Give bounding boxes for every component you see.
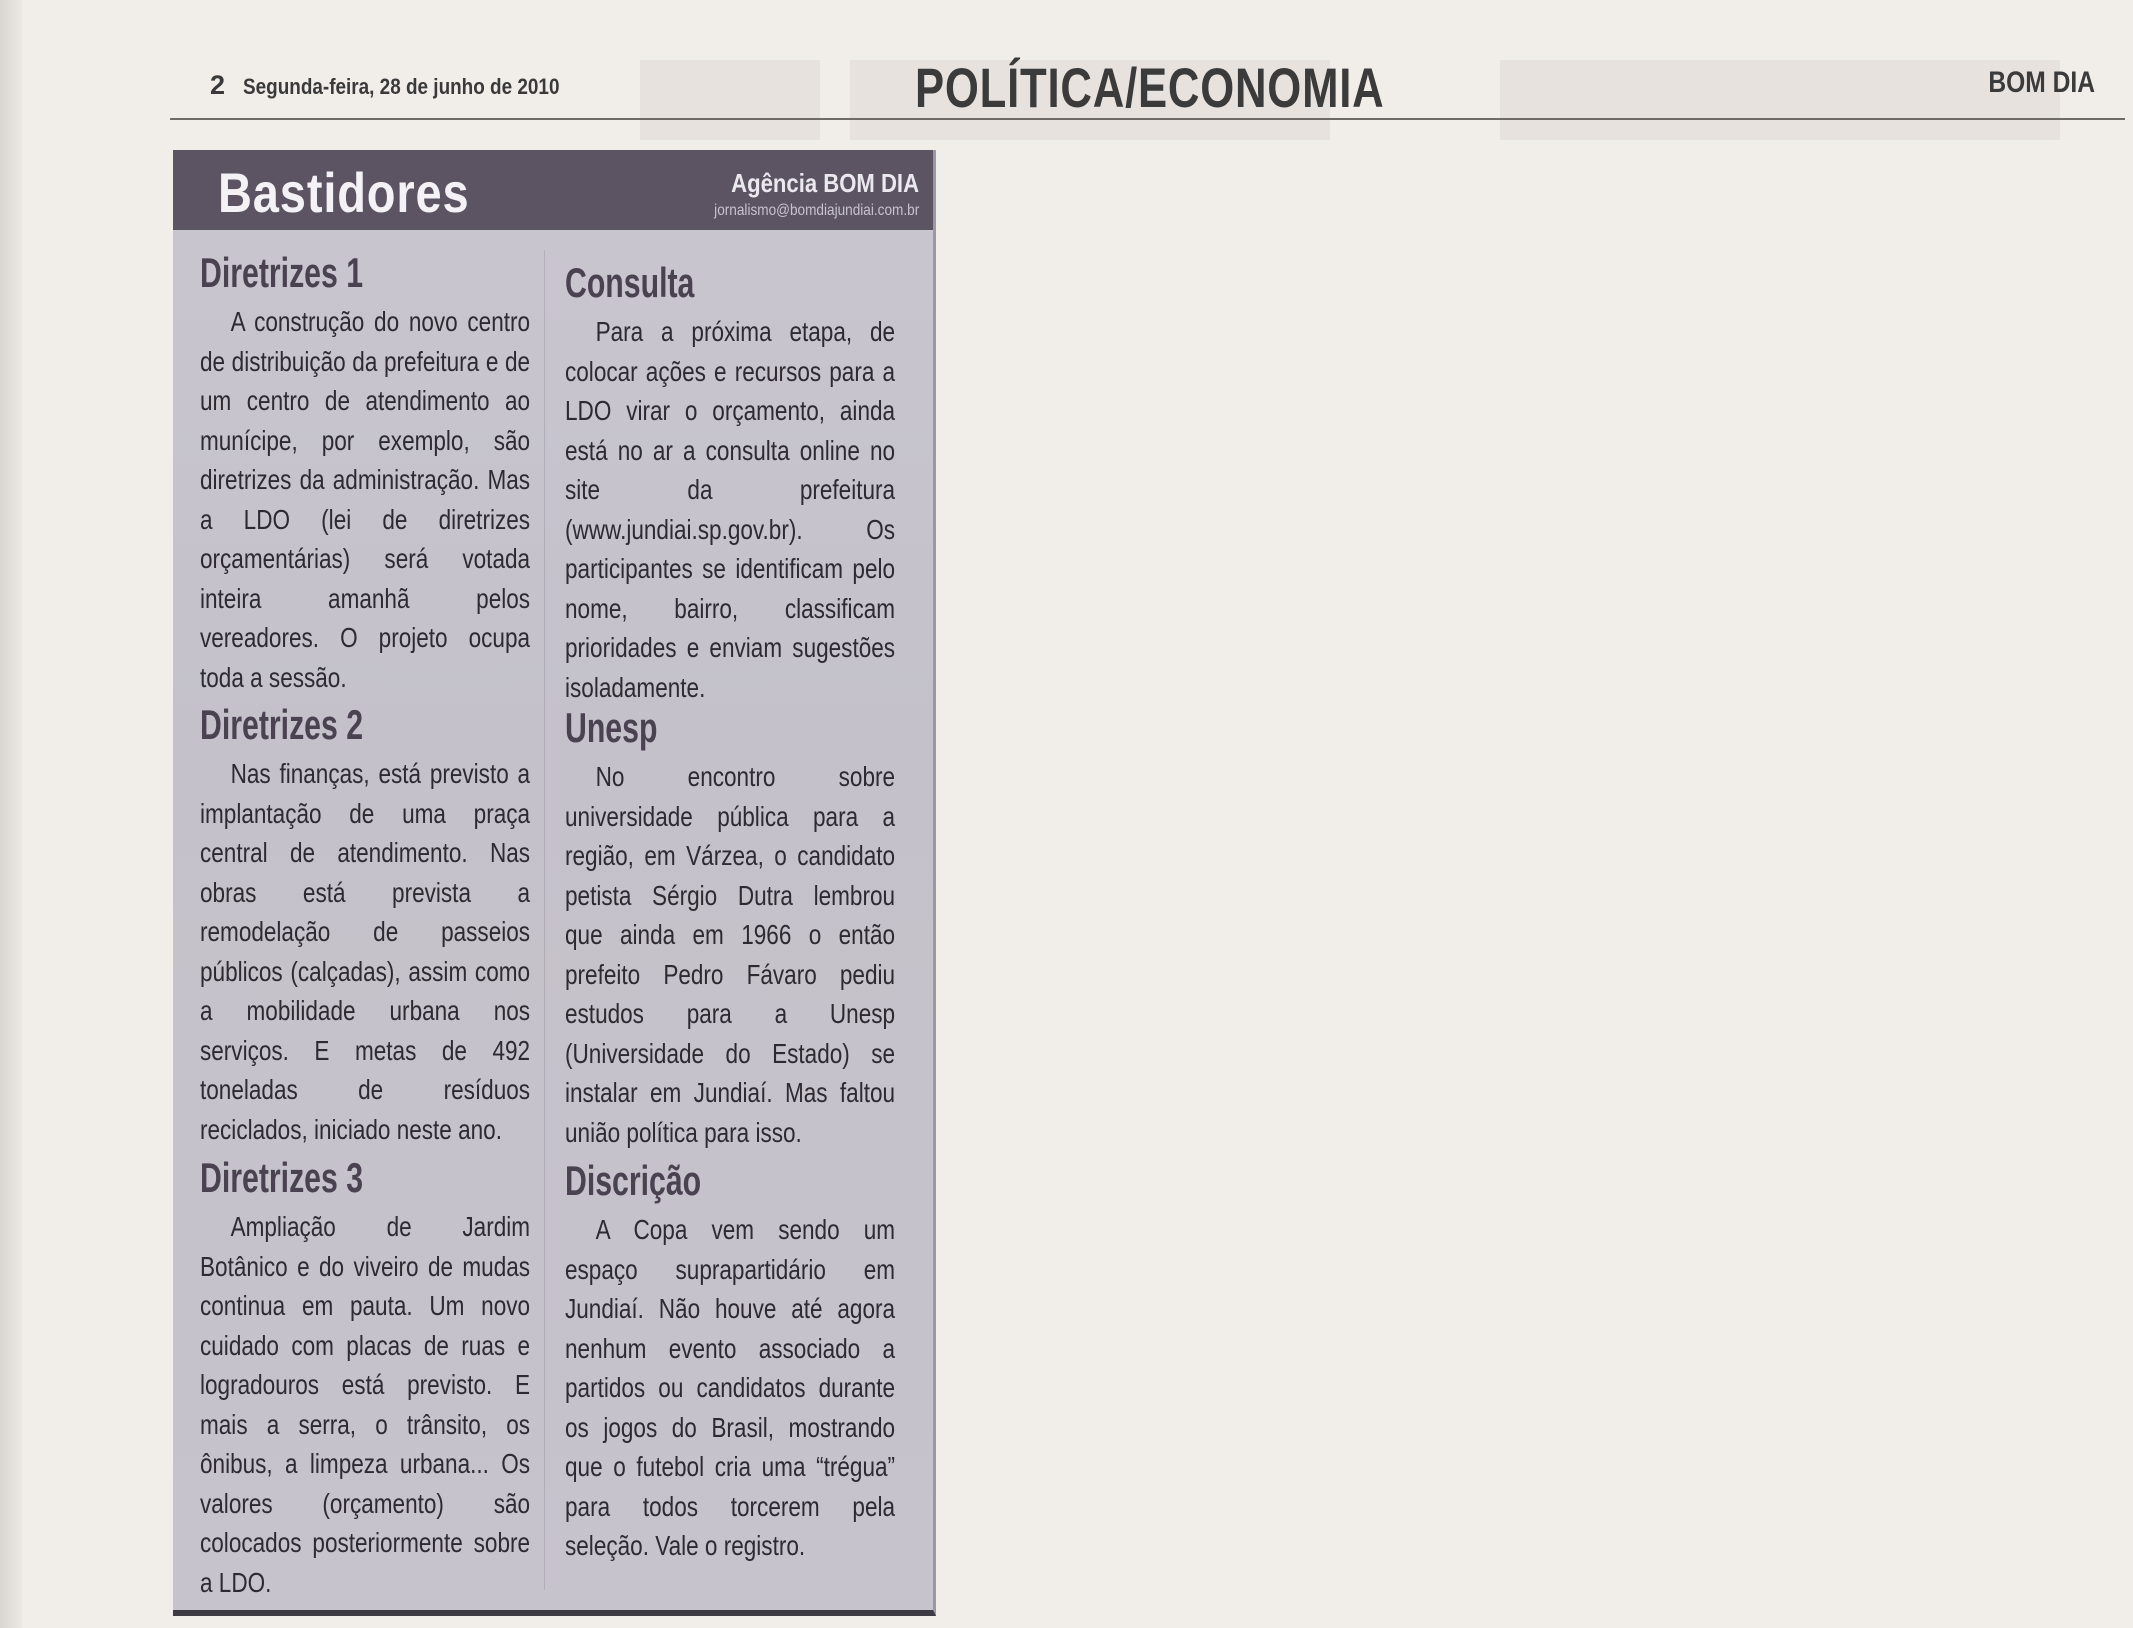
header-left [210, 70, 611, 101]
page-header [170, 52, 2125, 120]
page-number: 2 [210, 70, 226, 100]
page-edge [0, 0, 22, 1628]
column-title: Bastidores [218, 161, 470, 224]
newspaper-name: BOM DIA [1988, 66, 2095, 99]
note-body: Para a próxima etapa, de colocar ações e recursos para a LDO virar o orçamento, ainda está no ar a consulta online no site da prefeitura (www.jundiai.sp.gov.br). Os participantes se identificam pelo nome, bairro, classificam prioridades e enviam sugestões isoladamente. [565, 316, 896, 703]
note-discricao [565, 1158, 895, 1566]
section-title: POLÍTICA/ECONOMIA [915, 56, 1385, 119]
note-heading: Diretrizes 1 [200, 249, 364, 296]
note-heading: Diretrizes 3 [200, 1154, 364, 1201]
note-diretrizes-1 [200, 250, 530, 697]
note-diretrizes-2 [200, 702, 530, 1149]
note-body: A construção do novo centro de distribuição da prefeitura e de um centro de atendimento ao munícipe, por exemplo, são diretrizes da administração. Mas a LDO (lei de diretrizes orçamentárias) será votada inteira amanhã pelos vereadores. O projeto ocupa toda a sessão. [200, 306, 531, 693]
column-banner [173, 150, 933, 230]
note-body: Nas finanças, está previsto a implantação de uma praça central de atendimento. Nas obras está prevista a remodelação de passeios públicos (calçadas), assim como a mobilidade urbana nos serviços. E metas de 492 toneladas de resíduos reciclados, iniciado neste ano. [200, 758, 531, 1145]
note-unesp [565, 705, 895, 1152]
note-heading: Unesp [565, 704, 658, 751]
column-divider [544, 250, 545, 1590]
note-body: Ampliação de Jardim Botânico e do viveiro de mudas continua em pauta. Um novo cuidado com placas de ruas e logradouros está previsto. E mais a serra, o trânsito, os ônibus, a limpeza urbana... Os valores (orçamento) são colocados posteriormente sobre a LDO. [200, 1211, 531, 1598]
note-heading: Consulta [565, 259, 695, 306]
note-body: A Copa vem sendo um espaço suprapartidário em Jundiaí. Não houve até agora nenhum evento associado a partidos ou candidatos durante os jogos do Brasil, mostrando que o futebol cria uma “trégua” para todos torcerem pela seleção. Vale o registro. [565, 1214, 896, 1561]
issue-date: Segunda-feira, 28 de junho de 2010 [243, 74, 560, 99]
note-body: No encontro sobre universidade pública para a região, em Várzea, o candidato petista Sérgio Dutra lembrou que ainda em 1966 o então prefeito Pedro Fávaro pediu estudos para a Unesp (Universidade do Estado) se instalar em Jundiaí. Mas faltou união política para isso. [565, 761, 896, 1148]
note-consulta [565, 260, 895, 707]
bastidores-column [173, 150, 936, 1616]
agency-email: jornalismo@bomdiajundiai.com.br [713, 202, 919, 219]
agency-name: Agência BOM DIA [731, 168, 919, 198]
note-heading: Discrição [565, 1157, 702, 1204]
note-diretrizes-3 [200, 1155, 530, 1602]
note-heading: Diretrizes 2 [200, 701, 364, 748]
